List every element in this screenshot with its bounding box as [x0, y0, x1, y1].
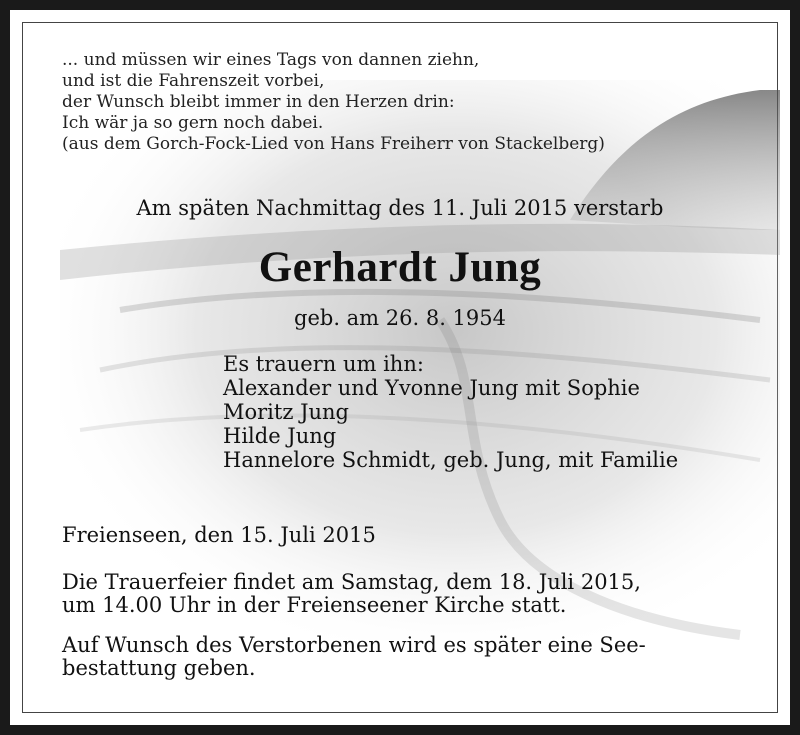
wish-line: bestattung geben.	[62, 656, 256, 680]
mourner-name: Alexander und Yvonne Jung mit Sophie	[223, 376, 640, 400]
poem-source: (aus dem Gorch-Fock-Lied von Hans Freiherr von Stackelberg)	[62, 134, 605, 154]
burial-wish	[62, 634, 646, 680]
funeral-service-info	[62, 571, 641, 617]
death-announcement: Am späten Nachmittag des 11. Juli 2015 verstarb	[136, 196, 664, 220]
ceremony-line: um 14.00 Uhr in der Freienseener Kirche statt.	[62, 593, 567, 617]
poem-line: der Wunsch bleibt immer in den Herzen drin:	[62, 92, 455, 112]
place-and-date: Freienseen, den 15. Juli 2015	[62, 523, 376, 547]
mourner-name: Hilde Jung	[223, 424, 337, 448]
ceremony-line: Die Trauerfeier findet am Samstag, dem 18. Juli 2015,	[62, 570, 641, 594]
poem-line: Ich wär ja so gern noch dabei.	[62, 113, 324, 133]
mourners-heading: Es trauern um ihn:	[223, 352, 424, 376]
wish-line: Auf Wunsch des Verstorbenen wird es später eine See-	[62, 633, 646, 657]
poem-line: und ist die Fahrenszeit vorbei,	[62, 71, 325, 91]
deceased-name: Gerhardt Jung	[258, 244, 542, 291]
mourners-list	[223, 352, 678, 472]
poem-line: ... und müssen wir eines Tags von dannen ziehn,	[62, 50, 480, 70]
mourner-name: Moritz Jung	[223, 400, 349, 424]
mourner-name: Hannelore Schmidt, geb. Jung, mit Familie	[223, 448, 679, 472]
birth-date: geb. am 26. 8. 1954	[294, 306, 506, 330]
poem-quote	[62, 50, 605, 155]
